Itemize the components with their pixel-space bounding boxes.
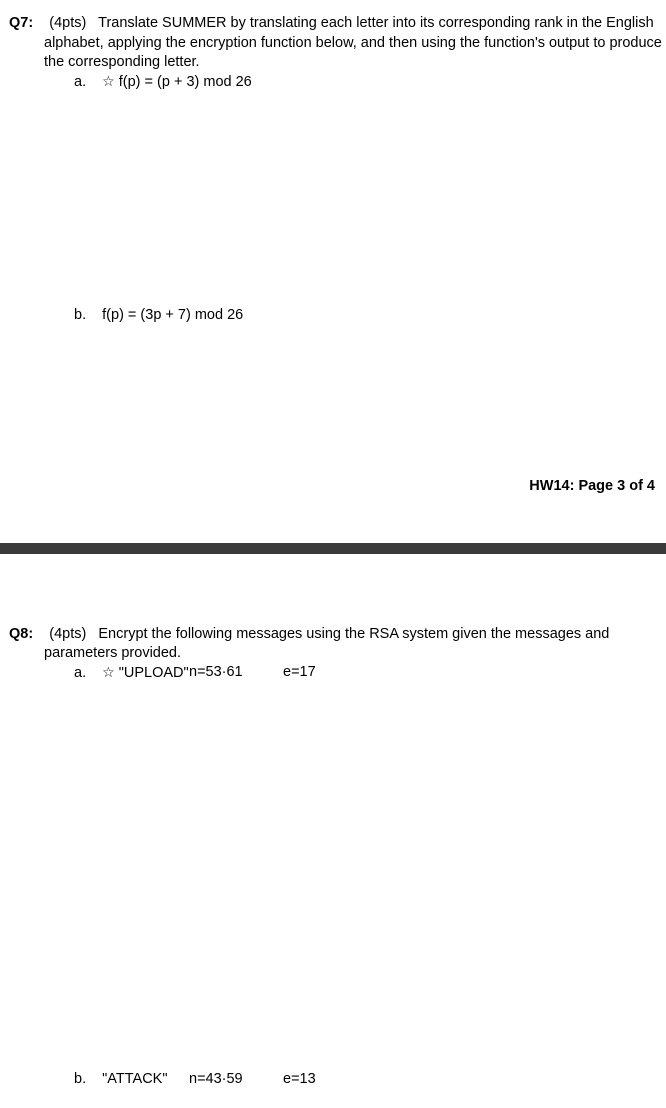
q7-item-b-text: f(p) = (3p + 7) mod 26 bbox=[102, 307, 244, 323]
q7-line3: the corresponding letter. bbox=[44, 54, 200, 70]
q7-item-a-text: f(p) = (p + 3) mod 26 bbox=[118, 74, 252, 90]
q8-item-b bbox=[74, 1070, 634, 1089]
q8-item-a-message: "UPLOAD" bbox=[118, 665, 189, 681]
q8-header bbox=[9, 625, 609, 644]
page-break-divider bbox=[0, 543, 666, 554]
q8-item-b-message: "ATTACK" bbox=[102, 1071, 168, 1087]
star-icon: ☆ bbox=[102, 73, 115, 89]
star-icon: ☆ bbox=[102, 664, 115, 680]
q8-item-a-e: e=17 bbox=[283, 664, 316, 680]
q7-points: (4pts) bbox=[49, 15, 87, 31]
page-footer-label: HW14: Page 3 of 4 bbox=[529, 478, 655, 494]
q8-item-a-n: n=53·61 bbox=[189, 664, 243, 680]
q8-line1: Encrypt the following messages using the RSA system given the messages and bbox=[98, 626, 610, 642]
q7-item-a-letter: a. bbox=[74, 74, 87, 90]
q8-item-b-letter: b. bbox=[74, 1071, 87, 1087]
q8-item-a bbox=[74, 663, 634, 683]
q8-item-b-e: e=13 bbox=[283, 1071, 316, 1087]
q8-label: Q8: bbox=[9, 626, 34, 642]
q8-item-a-letter: a. bbox=[74, 665, 87, 681]
q7-header bbox=[9, 14, 654, 33]
q8-item-b-n: n=43·59 bbox=[189, 1071, 243, 1087]
q7-line1: Translate SUMMER by translating each letter into its corresponding rank in the English bbox=[98, 15, 654, 31]
q7-item-b-letter: b. bbox=[74, 307, 87, 323]
q7-line2: alphabet, applying the encryption function below, and then using the function's output to produce bbox=[44, 35, 662, 51]
q7-item-b bbox=[74, 306, 243, 325]
q7-label: Q7: bbox=[9, 15, 34, 31]
q8-points: (4pts) bbox=[49, 626, 87, 642]
q8-line2: parameters provided. bbox=[44, 645, 182, 661]
q7-item-a bbox=[74, 72, 252, 92]
